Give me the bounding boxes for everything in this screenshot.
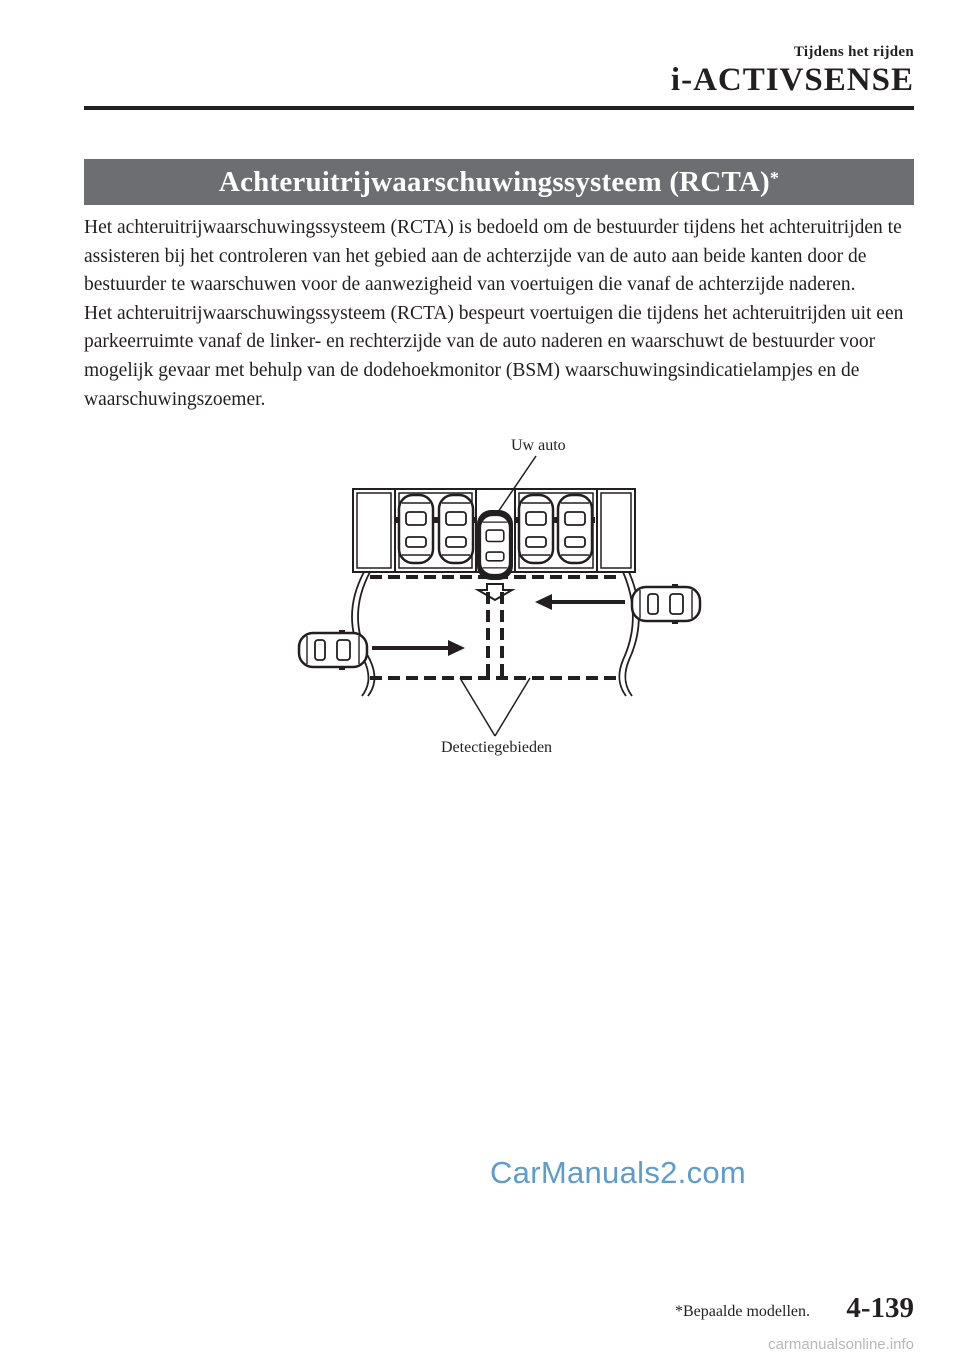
paragraph-detection: Het achteruitrijwaarschuwingssysteem (RCTA) bespeurt voertuigen die tijdens het achteruitrijden uit een parkeerruimte vanaf de linker- en rechterzijde van de auto naderen en waarschuwt de bestuurder voor mogelijk gevaar met behulp van de dodehoekmonitor (BSM) waarschuwingsindicatielampjes en de waarschuwingszoemer. — [84, 302, 904, 410]
paragraph-intro: Het achteruitrijwaarschuwingssysteem (RCTA) is bedoeld om de bestuurder tijdens het achteruitrijden te assisteren bij het controleren van het gebied aan de achterzijde van de auto aan beide kanten door de bestuurder te waarschuwen voor de aanwezigheid van voertuigen die vanaf de achterzijde naderen. — [84, 217, 902, 296]
rcta-diagram — [290, 432, 710, 772]
page-number: 4-139 — [846, 1292, 914, 1324]
approaching-car-right — [632, 584, 700, 624]
rcta-illustration — [290, 432, 710, 772]
parked-car — [396, 495, 436, 563]
section-title: Achteruitrijwaarschuwingssysteem (RCTA) — [218, 165, 770, 198]
own-car — [477, 510, 513, 580]
watermark: CarManuals2.com — [490, 1155, 747, 1190]
leader-line-zone — [460, 678, 495, 736]
footnote: *Bepaalde modellen. — [674, 1303, 810, 1320]
optional-equipment-marker: * — [769, 167, 780, 188]
parked-car — [555, 495, 595, 563]
reverse-arrow — [478, 584, 512, 600]
approach-arrow-left — [372, 640, 465, 656]
parked-car — [516, 495, 556, 563]
section-title-banner — [84, 159, 914, 205]
parked-car — [436, 495, 476, 563]
header-divider — [84, 106, 914, 110]
approaching-car-left — [299, 630, 367, 670]
leader-line-zone — [495, 678, 530, 736]
approach-arrow-right — [535, 594, 625, 610]
site-watermark: carmanualsonline.info — [768, 1336, 914, 1353]
chapter-title: i-ACTIVSENSE — [670, 62, 914, 98]
header-kicker: Tijdens het rijden — [793, 44, 914, 60]
label-own-car: Uw auto — [511, 437, 566, 454]
body-text — [84, 214, 924, 414]
label-detection-zones: Detectiegebieden — [441, 739, 553, 756]
